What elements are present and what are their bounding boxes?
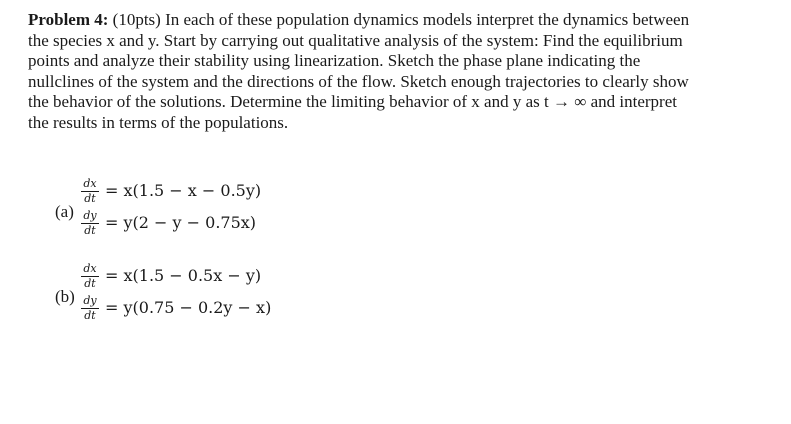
fraction-numerator: dy <box>83 209 97 222</box>
system-a <box>55 178 315 248</box>
fraction-numerator: dy <box>83 294 97 307</box>
problem-heading: Problem 4: <box>28 10 109 29</box>
equation-rhs: = x(1.5 − 0.5x − y) <box>105 266 262 285</box>
fraction-denominator: dt <box>84 309 96 322</box>
problem-text-line: the species x and y. Start by carrying out qualitative analysis of the system: Find the equilibrium <box>28 30 683 50</box>
fraction-numerator: dx <box>83 177 97 190</box>
system-label: (b) <box>55 287 75 306</box>
derivative-fraction <box>81 210 99 237</box>
fraction-denominator: dt <box>84 224 96 237</box>
problem-text-line: nullclines of the system and the directions of the flow. Sketch enough trajectories to clearly show <box>28 71 689 91</box>
equation-rhs: = y(0.75 − 0.2y − x) <box>105 298 272 317</box>
problem-text-line: In each of these population dynamics models interpret the dynamics between <box>165 10 690 29</box>
system-label: (a) <box>55 202 74 221</box>
derivative-fraction <box>81 263 99 290</box>
fraction-denominator: dt <box>84 277 96 290</box>
problem-text-line: the behavior of the solutions. Determine the limiting behavior of x and y as t → ∞ and interpret <box>28 92 677 112</box>
problem-statement <box>28 10 768 134</box>
fraction-denominator: dt <box>84 192 96 205</box>
derivative-fraction <box>81 295 99 322</box>
problem-points: (10pts) <box>112 10 161 29</box>
equation-rhs: = x(1.5 − x − 0.5y) <box>105 181 262 200</box>
equation-rhs: = y(2 − y − 0.75x) <box>105 213 257 232</box>
problem-text-line: the results in terms of the populations. <box>28 112 289 132</box>
fraction-numerator: dx <box>83 262 97 275</box>
problem-text-line: points and analyze their stability using linearization. Sketch the phase plane indicating the <box>28 51 641 71</box>
problem-line-1 <box>28 10 768 31</box>
derivative-fraction <box>81 178 99 205</box>
system-b <box>55 263 315 333</box>
